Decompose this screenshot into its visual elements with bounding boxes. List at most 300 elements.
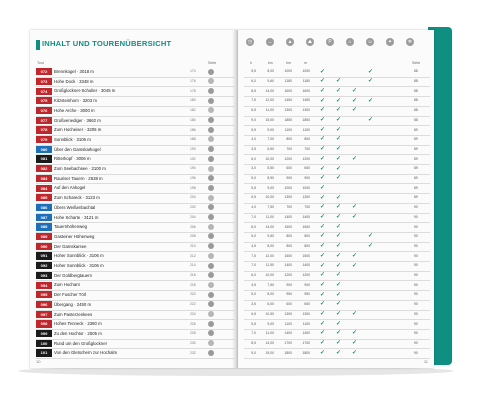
tour-number: 101	[36, 349, 52, 356]
difficulty-icon	[208, 195, 214, 201]
stat-value: 6,5	[251, 195, 256, 200]
check-icon: ✓	[368, 233, 374, 240]
check-icon: ✓	[352, 340, 358, 347]
tour-number: 098	[36, 320, 52, 327]
tour-name: Von den Gletschern zur Hochalm	[54, 350, 118, 356]
table-row	[238, 232, 434, 242]
check-icon: ✓	[320, 126, 326, 133]
difficulty-icon	[208, 156, 214, 162]
table-row	[238, 135, 434, 145]
stat-value: 1180	[284, 79, 292, 84]
dog-icon: ✦	[387, 39, 393, 45]
title-accent	[36, 40, 40, 50]
stat-value: 9,00	[267, 321, 274, 326]
stat-value: 1100	[302, 321, 310, 326]
check-icon: ✓	[320, 214, 326, 221]
stat-value: 1450	[302, 98, 310, 103]
table-row	[238, 348, 434, 358]
tour-name: Zu den Hochtor · 2505 m	[54, 330, 102, 336]
difficulty-icon	[208, 127, 214, 133]
stat-value: 11,00	[265, 331, 274, 336]
tour-name: Hohe Dock · 3348 m	[54, 78, 94, 84]
stat-value: 1200	[284, 156, 292, 161]
tour-number: 074	[36, 88, 52, 95]
difficulty-icon	[208, 98, 214, 104]
check-icon: ✓	[320, 136, 326, 143]
check-icon: ✓	[320, 243, 326, 250]
stat-value: 600	[286, 166, 292, 171]
table-row	[30, 280, 238, 290]
check-icon: ✓	[336, 194, 342, 201]
stat-value: 11,00	[265, 108, 274, 113]
check-icon: ✓	[336, 175, 342, 182]
tour-page-ref: 188	[190, 137, 196, 142]
table-row	[30, 203, 238, 213]
tour-name: Brennkogel · 3018 m	[54, 69, 94, 74]
table-row	[238, 116, 434, 126]
stat-value: 9,50	[267, 234, 274, 239]
table-row	[238, 222, 434, 232]
tour-number: 099	[36, 330, 52, 337]
stat-value: 900	[286, 282, 292, 287]
check-icon: ✓	[336, 349, 342, 356]
difficulty-icon	[208, 88, 214, 94]
page-ref: 89	[414, 166, 418, 171]
page-ref: 90	[414, 273, 418, 278]
difficulty-icon	[208, 311, 214, 317]
stat-value: 5,5	[251, 185, 256, 190]
stat-value: 950	[286, 292, 292, 297]
tour-page-ref: 176	[190, 79, 196, 84]
tour-page-ref: 220	[190, 292, 196, 297]
check-icon: ✓	[336, 87, 342, 94]
tour-name: Der Goldbergtauern	[54, 272, 92, 278]
check-icon: ✓	[320, 272, 326, 279]
table-row	[238, 164, 434, 174]
stat-value: 11,00	[265, 214, 274, 219]
table-row	[238, 86, 434, 96]
stat-value: 1400	[302, 331, 310, 336]
stat-value: 12,00	[265, 253, 274, 258]
stat-value: 8,00	[267, 69, 274, 74]
difficulty-icon	[208, 117, 214, 123]
check-icon: ✓	[336, 165, 342, 172]
difficulty-icon	[208, 107, 214, 113]
table-row	[238, 300, 434, 310]
table-row	[238, 174, 434, 184]
table-row	[30, 213, 238, 223]
page-ref: 88	[414, 117, 418, 122]
stat-value: 8,00	[267, 292, 274, 297]
check-icon: ✓	[352, 349, 358, 356]
stat-value: 8,5	[251, 340, 256, 345]
table-row	[238, 251, 434, 261]
stat-value: 7,50	[267, 282, 274, 287]
check-icon: ✓	[336, 126, 342, 133]
tour-name: Übergang · 2450 m	[54, 301, 92, 307]
stat-value: 1000	[302, 69, 310, 74]
table-row	[30, 135, 238, 145]
table-row	[30, 290, 238, 300]
tour-page-ref: 232	[190, 350, 196, 355]
stat-value: 8,0	[251, 224, 256, 229]
right-page	[238, 30, 434, 368]
difficulty-icon	[208, 69, 214, 75]
tour-number: 088	[36, 223, 52, 230]
stat-value: 1800	[302, 350, 310, 355]
stat-value: 7,5	[251, 98, 256, 103]
tour-name: Hoher Sonnblick · 3106 m	[54, 253, 104, 259]
difficulty-icon	[208, 204, 214, 210]
check-icon: ✓	[352, 204, 358, 211]
table-row	[30, 222, 238, 232]
stat-value: 7,5	[251, 253, 256, 258]
table-row	[238, 203, 434, 213]
tour-name: Tauernhöhenweg	[54, 224, 87, 230]
table-row	[30, 96, 238, 106]
stat-value: 9,60	[267, 79, 274, 84]
tour-number: 083	[36, 175, 52, 182]
difficulty-icon	[208, 272, 214, 278]
tour-name: Zum Pasterzenkees	[54, 311, 93, 317]
table-row	[30, 164, 238, 174]
stat-value: 4,5	[251, 282, 256, 287]
check-icon: ✓	[320, 78, 326, 85]
stat-value: 1400	[284, 331, 292, 336]
check-icon: ✓	[336, 233, 342, 240]
header-seite: Seite	[208, 61, 217, 65]
table-row	[30, 145, 238, 155]
page-ref: 89	[414, 156, 418, 161]
tour-name: Sonnblick · 3106 m	[54, 136, 91, 142]
tour-page-ref: 206	[190, 224, 196, 229]
stat-value: 4,0	[251, 205, 256, 210]
tour-name: Zum Hocharn	[54, 282, 81, 288]
tour-page-ref: 198	[190, 185, 196, 190]
difficulty-icon	[208, 243, 214, 249]
page-ref: 90	[414, 214, 418, 219]
check-icon: ✓	[336, 330, 342, 337]
check-icon: ✓	[336, 136, 342, 143]
check-icon: ✓	[320, 252, 326, 259]
stat-value: 5,0	[251, 292, 256, 297]
tour-number: 073	[36, 78, 52, 85]
table-row	[238, 261, 434, 271]
stat-value: 7,0	[251, 263, 256, 268]
table-row	[238, 319, 434, 329]
difficulty-icon	[208, 146, 214, 152]
stat-value: 14,00	[265, 224, 274, 229]
stat-value: 7,0	[251, 214, 256, 219]
stat-value: 800	[286, 243, 292, 248]
stat-value: 1500	[302, 224, 310, 229]
tour-name: Übers Weißenbachtal	[54, 204, 96, 210]
check-icon: ✓	[320, 223, 326, 230]
table-row	[30, 339, 238, 349]
stat-value: 1300	[284, 195, 292, 200]
difficulty-icon	[208, 301, 214, 307]
stat-value: 10,50	[265, 311, 274, 316]
table-row	[238, 183, 434, 193]
stat-value: 14,00	[265, 88, 274, 93]
check-icon: ✓	[320, 155, 326, 162]
stat-value: 800	[304, 243, 310, 248]
table-row	[238, 77, 434, 87]
page-title: INHALT UND TOURENÜBERSICHT	[42, 39, 172, 48]
table-row	[30, 261, 238, 271]
check-icon: ✓	[368, 68, 374, 75]
header-col-2: hm	[286, 61, 291, 65]
difficulty-icon	[208, 340, 214, 346]
tour-name: Gasteiner Höhenweg	[54, 233, 95, 239]
stat-value: 1500	[284, 253, 292, 258]
stat-value: 12,00	[265, 98, 274, 103]
stat-value: 10,00	[265, 195, 274, 200]
difficulty-icon	[208, 350, 214, 356]
table-row	[238, 67, 434, 77]
check-icon: ✓	[368, 97, 374, 104]
difficulty-icon	[208, 175, 214, 181]
page-ref: 88	[414, 69, 418, 74]
check-icon: ✓	[336, 281, 342, 288]
check-icon: ✓	[336, 78, 342, 85]
page-ref: 90	[414, 292, 418, 297]
tour-page-ref: 200	[190, 195, 196, 200]
table-row	[30, 116, 238, 126]
ascent-icon: ▲	[287, 39, 293, 45]
table-row	[238, 125, 434, 135]
check-icon: ✓	[320, 301, 326, 308]
tour-name: Der Fuscher Törl	[54, 292, 87, 298]
check-icon: ✓	[320, 281, 326, 288]
check-icon: ✓	[320, 117, 326, 124]
tour-number: 095	[36, 291, 52, 298]
tour-name: Ritterkopf · 3006 m	[54, 156, 91, 162]
tour-page-ref: 224	[190, 311, 196, 316]
check-icon: ✓	[320, 291, 326, 298]
header-col-1: km	[268, 61, 273, 65]
check-icon: ✓	[336, 252, 342, 259]
difficulty-icon	[208, 330, 214, 336]
check-icon: ✓	[320, 233, 326, 240]
check-icon: ✓	[352, 87, 358, 94]
stat-value: 15,00	[265, 117, 274, 122]
stat-value: 1200	[302, 156, 310, 161]
difficulty-icon	[208, 321, 214, 327]
check-icon: ✓	[320, 107, 326, 114]
check-icon: ✓	[336, 301, 342, 308]
stat-value: 9,0	[251, 350, 256, 355]
page-ref: 88	[414, 88, 418, 93]
check-icon: ✓	[320, 194, 326, 201]
stat-value: 6,50	[267, 146, 274, 151]
tour-name: Über den Gamskarkogel	[54, 146, 101, 152]
stat-value: 1000	[302, 185, 310, 190]
stat-value: 15,00	[265, 350, 274, 355]
page-number-left: 10	[36, 359, 41, 364]
stat-value: 700	[286, 146, 292, 151]
table-row	[30, 300, 238, 310]
tour-number: 100	[36, 340, 52, 347]
page-ref: 90	[414, 263, 418, 268]
tour-name: Rauriser Tauern · 2538 m	[54, 175, 103, 181]
page-ref: 90	[414, 302, 418, 307]
table-row	[238, 280, 434, 290]
page-ref: 90	[414, 224, 418, 229]
table-row	[238, 213, 434, 223]
tour-name: Zum Hocheiser · 3206 m	[54, 127, 102, 133]
tour-page-ref: 178	[190, 88, 196, 93]
tour-number: 096	[36, 301, 52, 308]
stat-value: 1000	[284, 69, 292, 74]
tour-page-ref: 216	[190, 273, 196, 278]
stat-value: 1500	[284, 224, 292, 229]
table-row	[30, 348, 238, 358]
page-ref: 88	[414, 79, 418, 84]
check-icon: ✓	[336, 340, 342, 347]
difficulty-icon	[208, 78, 214, 84]
table-row	[30, 86, 238, 96]
stat-value: 5,5	[251, 321, 256, 326]
check-icon: ✓	[336, 204, 342, 211]
tour-number: 076	[36, 107, 52, 114]
check-icon: ✓	[320, 204, 326, 211]
stat-value: 5,5	[251, 69, 256, 74]
summit-icon: ⛰	[307, 39, 313, 45]
tour-page-ref: 194	[190, 166, 196, 171]
tour-name: Auf den Ankogel	[54, 185, 86, 191]
stat-value: 6,0	[251, 273, 256, 278]
table-row	[30, 319, 238, 329]
stat-value: 1600	[302, 88, 310, 93]
tour-name: Zum Seebachsee · 2100 m	[54, 166, 106, 171]
check-icon: ✓	[336, 243, 342, 250]
tour-name: Kitzsteinhorn · 3203 m	[54, 98, 97, 104]
check-icon: ✓	[320, 68, 326, 75]
stat-value: 6,5	[251, 108, 256, 113]
check-icon: ✓	[336, 107, 342, 114]
stat-value: 6,0	[251, 79, 256, 84]
tour-number: 081	[36, 155, 52, 162]
tour-name: Hohe Scharte · 3121 m	[54, 214, 99, 220]
table-row	[238, 271, 434, 281]
header-col-0: h	[250, 61, 252, 65]
hut-icon: ⌂	[346, 38, 354, 46]
stat-value: 900	[304, 282, 310, 287]
table-row	[30, 271, 238, 281]
stat-value: 6,5	[251, 311, 256, 316]
table-row	[30, 154, 238, 164]
difficulty-icon	[208, 166, 214, 172]
tour-page-ref: 190	[190, 146, 196, 151]
stat-value: 11,50	[265, 263, 274, 268]
table-row	[30, 125, 238, 135]
table-row	[30, 329, 238, 339]
page-ref: 89	[414, 137, 418, 142]
stat-value: 800	[304, 234, 310, 239]
stat-value: 900	[286, 176, 292, 181]
tour-name: Zum Schareck · 3123 m	[54, 195, 100, 201]
tour-page-ref: 202	[190, 205, 196, 210]
tour-page-ref: 180	[190, 98, 196, 103]
snow-icon: ❄	[407, 39, 413, 45]
check-icon: ✓	[336, 155, 342, 162]
stat-value: 5,50	[267, 166, 274, 171]
stat-value: 1300	[302, 311, 310, 316]
left-page	[30, 30, 238, 368]
page-ref: 88	[414, 98, 418, 103]
stat-value: 5,5	[251, 127, 256, 132]
tour-number: 082	[36, 165, 52, 172]
table-row	[238, 290, 434, 300]
check-icon: ✓	[336, 214, 342, 221]
stat-value: 6,00	[267, 302, 274, 307]
row-divider	[244, 358, 430, 359]
check-icon: ✓	[320, 311, 326, 318]
stat-value: 9,00	[267, 185, 274, 190]
tour-name: Hohes Tenneck · 2360 m	[54, 321, 102, 327]
check-icon: ✓	[352, 214, 358, 221]
check-icon: ✓	[320, 87, 326, 94]
check-icon: ✓	[320, 262, 326, 269]
table-row	[238, 106, 434, 116]
table-row	[30, 77, 238, 87]
page-ref: 89	[414, 195, 418, 200]
table-row	[30, 242, 238, 252]
page-ref: 90	[414, 205, 418, 210]
check-icon: ✓	[336, 146, 342, 153]
distance-icon: ↔	[267, 39, 273, 45]
header-col-3: m	[304, 61, 307, 65]
stat-value: 6,0	[251, 156, 256, 161]
page-number-right: 11	[423, 359, 428, 364]
stat-value: 8,5	[251, 88, 256, 93]
table-row	[238, 96, 434, 106]
stat-value: 1300	[284, 311, 292, 316]
tour-number: 078	[36, 126, 52, 133]
stat-value: 800	[286, 137, 292, 142]
tour-number: 090	[36, 243, 52, 250]
tour-page-ref: 212	[190, 253, 196, 258]
check-icon: ✓	[336, 223, 342, 230]
stat-value: 700	[304, 146, 310, 151]
check-icon: ✓	[368, 243, 374, 250]
tour-name: Rund um den Großglockner	[54, 340, 108, 346]
stat-value: 1400	[284, 214, 292, 219]
table-row	[30, 174, 238, 184]
tour-page-ref: 196	[190, 176, 196, 181]
page-ref: 90	[414, 340, 418, 345]
difficulty-icon	[208, 214, 214, 220]
stat-value: 1100	[302, 127, 310, 132]
stat-value: 1700	[284, 340, 292, 345]
tour-number: 080	[36, 146, 52, 153]
tour-page-ref: 182	[190, 108, 196, 113]
stat-value: 1200	[302, 273, 310, 278]
check-icon: ✓	[352, 252, 358, 259]
tour-page-ref: 208	[190, 234, 196, 239]
stat-value: 1450	[284, 98, 292, 103]
check-icon: ✓	[336, 291, 342, 298]
tour-number: 089	[36, 233, 52, 240]
stat-value: 1300	[284, 108, 292, 113]
row-divider	[36, 358, 234, 359]
table-row	[238, 154, 434, 164]
difficulty-icon	[208, 292, 214, 298]
check-icon: ✓	[320, 165, 326, 172]
page-ref: 89	[414, 185, 418, 190]
table-row	[30, 106, 238, 116]
